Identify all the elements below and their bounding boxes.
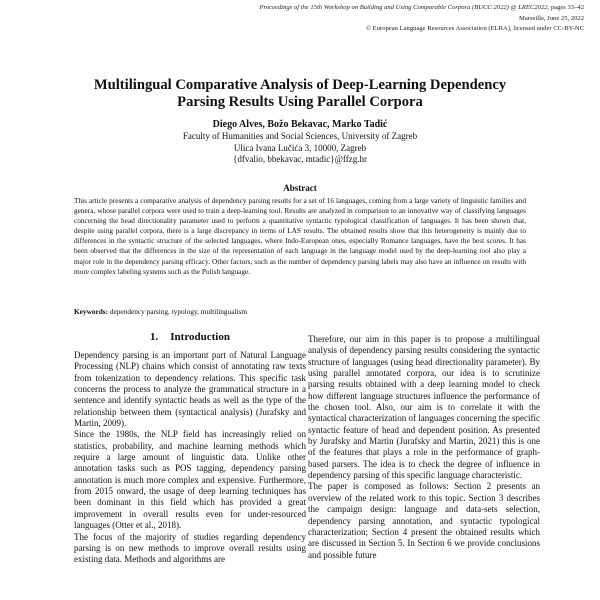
- keywords: [74, 307, 526, 317]
- abstract-heading: Abstract: [283, 183, 317, 193]
- section-heading-introduction: [74, 330, 306, 344]
- intro-paragraph-3: The focus of the majority of studies regarding dependency parsing is on new methods to improve overall results using existing data. Methods and algorithms are: [74, 531, 306, 565]
- emails: {dfvalio, bbekavac, mtadic}@ffzg.hr: [233, 154, 367, 165]
- conference-name: Proceedings of the 15th Workshop on Building and Using Comparable Corpora (BUCC 2022) @ LREC2022: [259, 4, 548, 11]
- keywords-label: Keywords:: [74, 307, 109, 316]
- keywords-text: dependency parsing, typology, multilingualism: [109, 307, 248, 316]
- paper-title: [40, 77, 560, 111]
- copyright-line: © European Language Resources Association (ELRA), licensed under CC-BY-NC: [366, 25, 584, 32]
- page-range: , pages 33–42: [547, 4, 584, 11]
- left-column: [74, 330, 306, 566]
- intro-paragraph-4: Therefore, our aim in this paper is to propose a multilingual analysis of dependency parsing results considering the syntactic structure of languages (using head directionality parameter). By using parallel annotated corpora, our idea is to scrutinize parsing results obtained with a deep learning model to check how different language structures influence the performance of the chosen tool. Also, our aim is to correlate it with the syntactical characterization of languages concerning the specific syntactic feature of head and dependent position. As presented by Jurafsky and Martin (Jurafsky and Martin, 2021) this is one of the features that plays a role in the performance of graph-based parsers. The idea is to check the degree of influence in dependency parsing of this specific language characteristic.: [308, 334, 540, 481]
- title-line-2: Parsing Results Using Parallel Corpora: [177, 94, 423, 110]
- section-title: Introduction: [170, 331, 230, 343]
- intro-paragraph-2: Since the 1980s, the NLP field has increasingly relied on statistics, probability, and machine learning methods which require a large amount of linguistic data. Unlike other annotation tasks such as POS tagging, dependency parsing annotation is much more complex and expensive. Furthermore, from 2015 onward, the usage of deep learning techniques has been dominant in this field which has provided a great improvement in overall results even for under-resourced languages (Otter et al., 2018).: [74, 429, 306, 531]
- intro-paragraph-1: Dependency parsing is an important part of Natural Language Processing (NLP) chains which consist of annotating raw texts from tokenization to dependency relations. This specific task concerns the process to analyze the grammatical structure in a sentence and identify syntactic heads as well as the type of the relationship between them (syntactical analysis) (Jurafsky and Martin, 2009).: [74, 350, 306, 429]
- right-column: [308, 334, 540, 561]
- intro-paragraph-5: The paper is composed as follows: Section 2 presents an overview of the related work to this topic. Section 3 describes the campaign design: language and data-sets selection, dependency parsing annotation, and syntactic typological characterization; Section 4 present the obtained results which are discussed in Section 5. In Section 6 we provide conclusions and possible future: [308, 481, 540, 560]
- conference-line: [144, 3, 584, 14]
- proceedings-header: [144, 3, 584, 35]
- author-block: [60, 119, 540, 166]
- location-date: Marseille, June 25, 2022: [518, 14, 584, 22]
- affiliation: Faculty of Humanities and Social Sciences, University of Zagreb: [182, 131, 418, 141]
- abstract-text: This article presents a comparative analysis of dependency parsing results for a set of 16 languages, coming from a large variety of linguistic families and genera, whose parallel corpora were used to train a deep-learning tool. Results are analyzed in comparison to an innovative way of classifying languages concerning the head directionality parameter used to perform a quantitative syntactic typological classification of languages. It has been shown that, despite using parallel corpora, there is a large discrepancy in terms of LAS results. The obtained results show that this heterogeneity is mainly due to differences in the syntactic structure of the selected languages, where Indo-European ones, especially Romance languages, have the best scores. It has been observed that the differences in the size of the representation of each language in the language model used by the deep-learning tool also play a major role in the dependency parsing efficacy. Other factors, such as the number of dependency parsing labels may also have an influence on results with more complex labeling systems such as the Polish language.: [74, 196, 526, 276]
- section-number: 1.: [150, 331, 159, 343]
- author-names: Diego Alves, Božo Bekavac, Marko Tadić: [212, 119, 388, 130]
- title-line-1: Multilingual Comparative Analysis of Deep-Learning Dependency: [93, 77, 507, 93]
- address: Ulica Ivana Lučića 3, 10000, Zagreb: [233, 142, 367, 153]
